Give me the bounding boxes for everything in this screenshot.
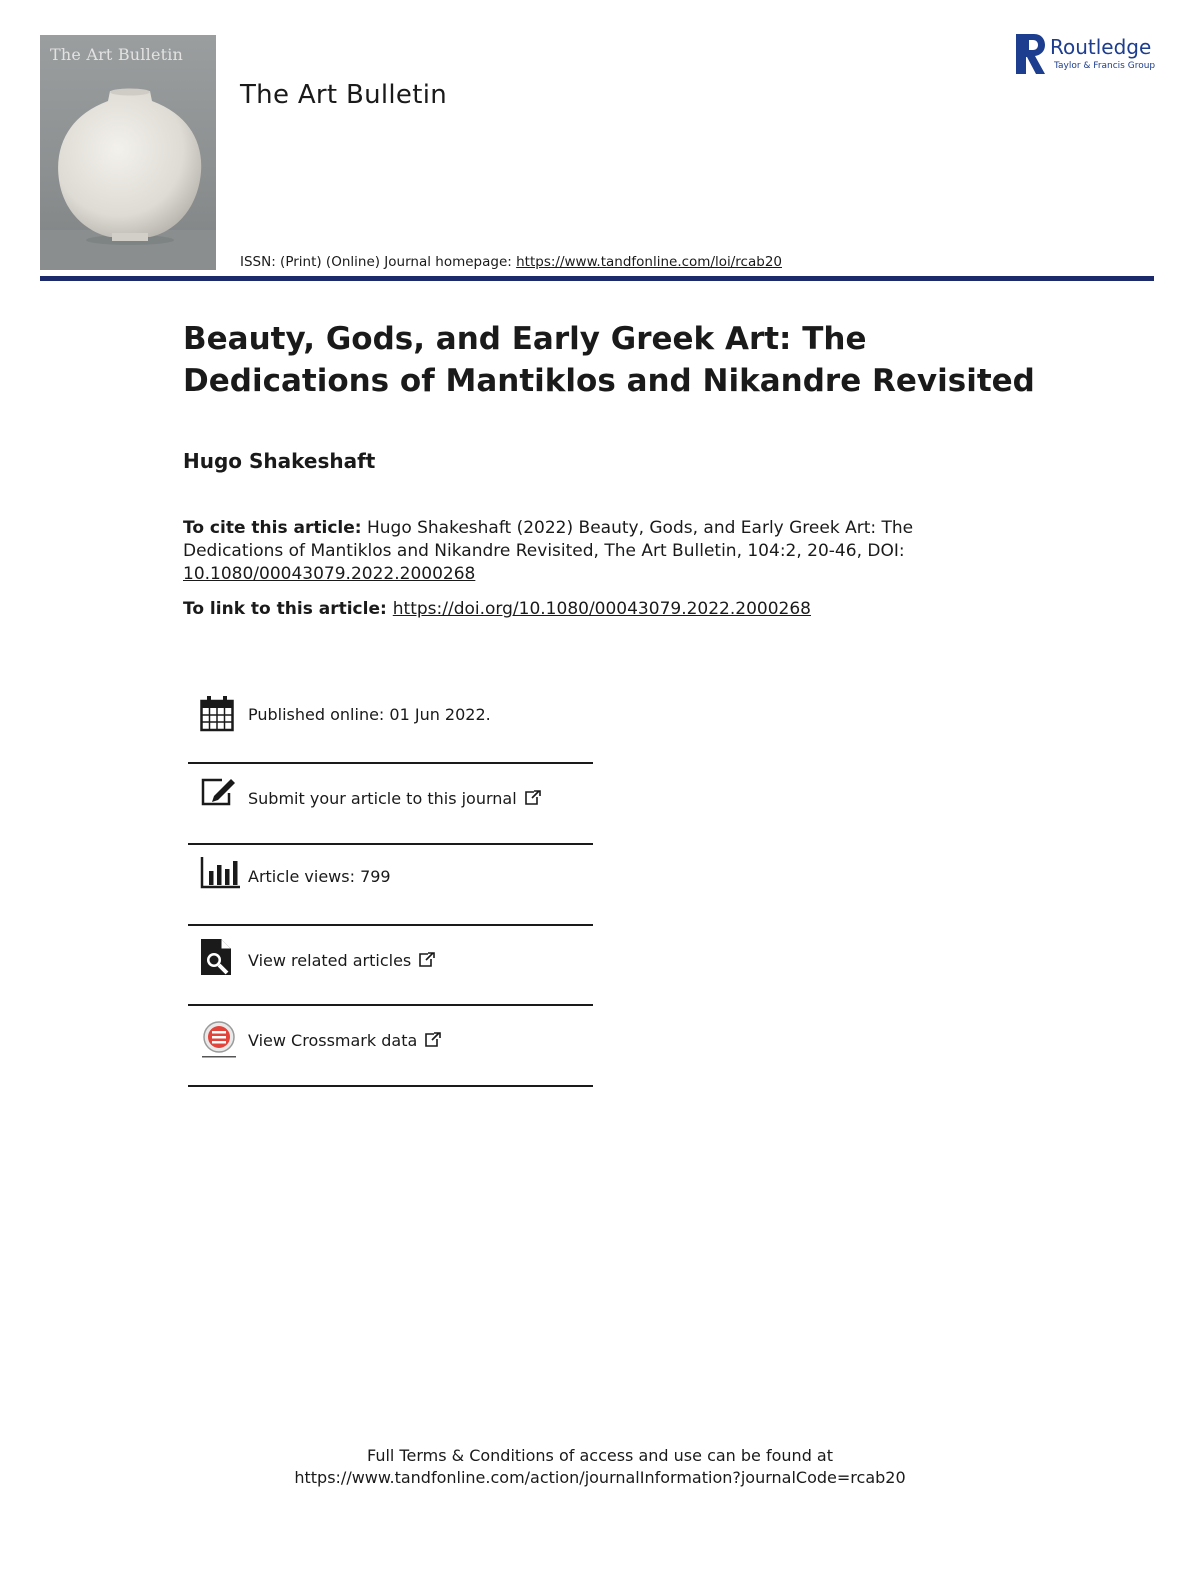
article-title: Beauty, Gods, and Early Greek Art: The Dedications of Mantiklos and Nikandre Revisited	[183, 321, 1035, 399]
article-doi-url-link[interactable]: https://doi.org/10.1080/00043079.2022.2000268	[392, 599, 811, 619]
related-articles-row[interactable]	[188, 926, 593, 1006]
crossmark-icon	[200, 1020, 238, 1060]
journal-name: The Art Bulletin	[240, 80, 448, 110]
info-divider	[188, 1085, 593, 1087]
citation-block	[183, 517, 943, 586]
article-link-line	[183, 599, 811, 619]
published-row	[188, 683, 593, 763]
citation-doi-link[interactable]: 10.1080/00043079.2022.2000268	[183, 564, 476, 584]
citation-label: To cite this article:	[183, 518, 362, 538]
publisher-subtitle: Taylor & Francis Group	[1054, 61, 1156, 71]
crossmark-label: View Crossmark data	[248, 1031, 418, 1050]
header-divider	[40, 276, 1154, 281]
article-views-text: Article views: 799	[248, 867, 391, 886]
calendar-icon	[200, 696, 234, 732]
bar-chart-icon	[200, 857, 240, 889]
published-date-text: Published online: 01 Jun 2022.	[248, 705, 491, 724]
edit-note-icon	[200, 776, 236, 808]
crossmark-link[interactable]	[248, 1031, 441, 1050]
submit-article-row[interactable]	[188, 764, 593, 844]
issn-line	[240, 254, 782, 270]
submit-article-label: Submit your article to this journal	[248, 789, 517, 808]
terms-text: Full Terms & Conditions of access and use can be found at	[366, 1446, 834, 1465]
external-link-icon	[523, 790, 541, 806]
article-author: Hugo Shakeshaft	[183, 449, 376, 473]
related-articles-label: View related articles	[248, 951, 412, 970]
citation-text: Hugo Shakeshaft (2022) Beauty, Gods, and Early Greek Art: The Dedications of Mantiklos and Nikandre Revisited, The Art Bulletin, 104:2, 20-46, DOI:	[183, 518, 914, 561]
publisher-name: Routledge	[1050, 35, 1152, 59]
issn-text: ISSN: (Print) (Online) Journal homepage:	[240, 254, 517, 270]
journal-cover-image	[40, 35, 216, 270]
routledge-r-icon	[1014, 33, 1046, 75]
terms-footer	[0, 1445, 1200, 1489]
article-views-row	[188, 845, 593, 925]
journal-homepage-link[interactable]: https://www.tandfonline.com/loi/rcab20	[516, 254, 782, 270]
document-search-icon	[200, 938, 232, 976]
external-link-icon	[417, 952, 435, 968]
moon-jar-illustration	[40, 35, 216, 270]
external-link-icon	[423, 1032, 441, 1048]
publisher-logo[interactable]	[1014, 33, 1160, 77]
crossmark-row[interactable]	[188, 1006, 593, 1086]
related-articles-link[interactable]	[248, 951, 435, 970]
terms-url-link[interactable]: https://www.tandfonline.com/action/journalInformation?journalCode=rcab20	[294, 1468, 906, 1487]
article-link-label: To link to this article:	[183, 599, 387, 619]
submit-article-link[interactable]	[248, 789, 541, 808]
cover-title: The Art Bulletin	[50, 45, 184, 64]
